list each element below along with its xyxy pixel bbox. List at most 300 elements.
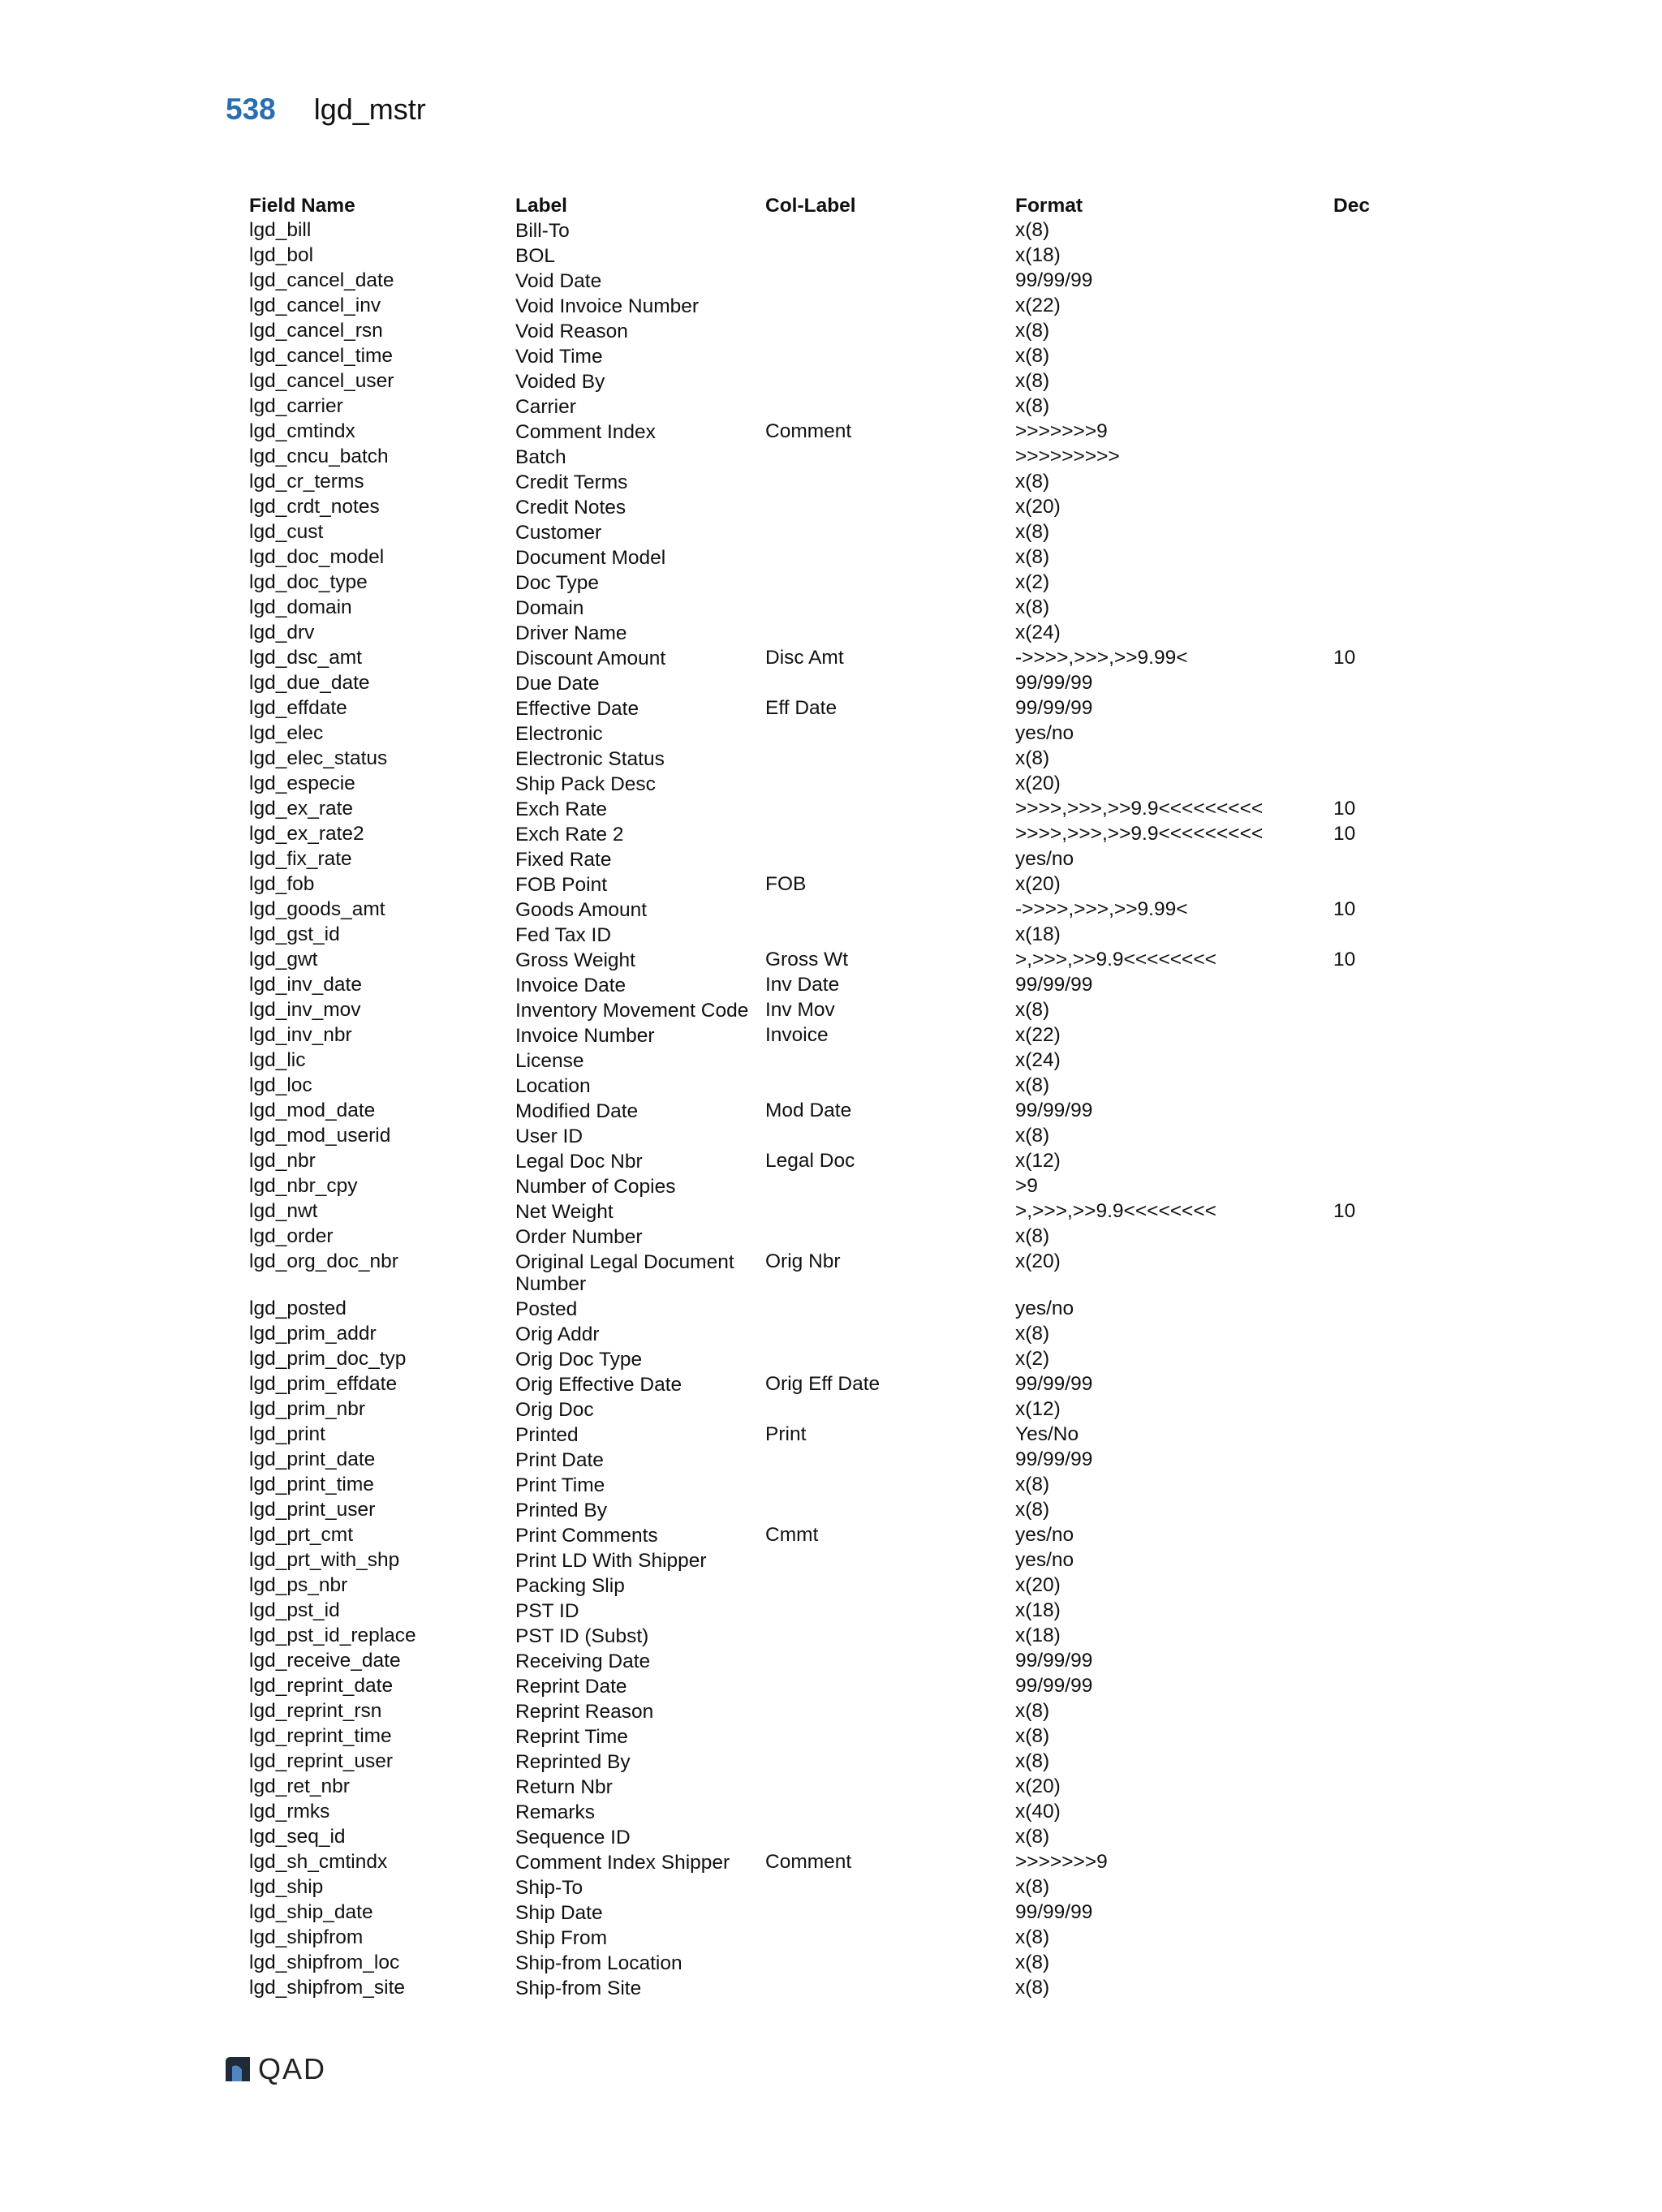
table-row — [249, 470, 1385, 495]
table-row — [249, 218, 1385, 243]
format-cell: x(8) — [1015, 546, 1050, 568]
dec-cell — [1333, 1926, 1385, 1951]
label-cell: Exch Rate — [515, 798, 608, 820]
dec-cell — [1333, 570, 1385, 596]
field-name-cell: lgd_due_date — [249, 672, 370, 694]
label-cell: Bill-To — [515, 220, 570, 242]
field-name-cell: lgd_receive_date — [249, 1650, 401, 1672]
col-label-cell: Orig Eff Date — [765, 1373, 881, 1395]
field-name-cell: lgd_especie — [249, 772, 355, 794]
col-label-cell — [765, 1074, 1015, 1099]
col-label-cell — [765, 269, 1015, 294]
label-cell: Comment Index — [515, 421, 656, 443]
label-cell: Packing Slip — [515, 1575, 625, 1597]
field-name-cell: lgd_mod_userid — [249, 1125, 391, 1147]
format-cell: >>>>>>>9 — [1015, 420, 1108, 442]
label-cell: Credit Terms — [515, 471, 628, 493]
field-name-cell: lgd_reprint_date — [249, 1675, 394, 1697]
dec-cell — [1333, 596, 1385, 621]
format-cell: x(8) — [1015, 1474, 1050, 1495]
format-cell: >>>>,>>>,>>9.9<<<<<<<<< — [1015, 823, 1264, 845]
field-name-cell: lgd_posted — [249, 1298, 347, 1319]
label-cell: Domain — [515, 597, 584, 619]
col-label-cell — [765, 1800, 1015, 1825]
label-cell: Order Number — [515, 1226, 643, 1248]
dec-cell — [1333, 1048, 1385, 1074]
table-row — [249, 495, 1385, 520]
col-label-cell — [765, 294, 1015, 319]
label-cell: Print Time — [515, 1474, 605, 1496]
table-row — [249, 545, 1385, 570]
dec-cell — [1333, 495, 1385, 520]
field-name-cell: lgd_doc_type — [249, 571, 368, 593]
dec-cell — [1333, 394, 1385, 420]
field-name-cell: lgd_cmtindx — [249, 420, 355, 442]
col-label-cell — [765, 495, 1015, 520]
label-cell: Printed — [515, 1424, 579, 1446]
label-cell: Reprint Reason — [515, 1701, 654, 1723]
dec-cell — [1333, 621, 1385, 646]
col-label-cell — [765, 596, 1015, 621]
format-cell: x(40) — [1015, 1801, 1061, 1823]
col-label-cell — [765, 545, 1015, 570]
format-cell: x(22) — [1015, 1024, 1061, 1046]
field-name-cell: lgd_prt_cmt — [249, 1524, 354, 1546]
field-name-cell: lgd_cr_terms — [249, 471, 364, 493]
format-cell: >,>>>,>>9.9<<<<<<<< — [1015, 1200, 1216, 1222]
field-name-cell: lgd_lic — [249, 1049, 306, 1071]
field-table — [249, 193, 1385, 2001]
label-cell: Gross Weight — [515, 949, 635, 971]
label-cell: Credit Notes — [515, 497, 626, 519]
dec-cell — [1333, 1397, 1385, 1422]
dec-cell — [1333, 872, 1385, 897]
field-name-cell: lgd_cancel_time — [249, 345, 394, 367]
label-cell: Ship Date — [515, 1902, 603, 1924]
format-cell: x(8) — [1015, 1977, 1050, 1999]
label-cell: Posted — [515, 1298, 578, 1320]
col-label-cell — [765, 570, 1015, 596]
format-cell: x(8) — [1015, 219, 1050, 241]
table-row — [249, 1224, 1385, 1250]
col-label-cell — [765, 1473, 1015, 1498]
dec-cell — [1333, 269, 1385, 294]
dec-cell — [1333, 721, 1385, 747]
col-label-cell — [765, 1397, 1015, 1422]
col-label-cell — [765, 923, 1015, 948]
dec-cell — [1333, 1599, 1385, 1624]
format-cell: yes/no — [1015, 1549, 1074, 1571]
label-cell: Location — [515, 1075, 591, 1097]
label-cell: Invoice Number — [515, 1025, 655, 1047]
label-cell: Doc Type — [515, 572, 600, 594]
table-row — [249, 973, 1385, 998]
table-row — [249, 1322, 1385, 1347]
field-name-cell: lgd_shipfrom_site — [249, 1977, 406, 1999]
dec-cell — [1333, 420, 1385, 445]
table-row — [249, 1048, 1385, 1074]
table-row — [249, 1523, 1385, 1548]
col-label-cell: Cmmt — [765, 1524, 819, 1546]
table-row — [249, 1900, 1385, 1926]
dec-cell — [1333, 319, 1385, 344]
format-cell: x(18) — [1015, 1599, 1061, 1621]
format-cell: yes/no — [1015, 1298, 1074, 1319]
label-cell: Reprinted By — [515, 1751, 631, 1773]
label-cell: Void Reason — [515, 321, 628, 342]
format-cell: 99/99/99 — [1015, 672, 1093, 694]
field-name-cell: lgd_print_time — [249, 1474, 374, 1495]
col-label-cell: Mod Date — [765, 1100, 852, 1121]
field-name-cell: lgd_inv_nbr — [249, 1024, 352, 1046]
format-cell: yes/no — [1015, 1524, 1074, 1546]
dec-cell — [1333, 445, 1385, 470]
table-row — [249, 394, 1385, 420]
table-row — [249, 872, 1385, 897]
field-name-cell: lgd_mod_date — [249, 1100, 376, 1121]
col-label-cell: Inv Date — [765, 974, 840, 996]
table-row — [249, 923, 1385, 948]
format-cell: 99/99/99 — [1015, 1675, 1093, 1697]
col-label-cell — [765, 721, 1015, 747]
table-row — [249, 747, 1385, 772]
format-cell: 99/99/99 — [1015, 1100, 1093, 1121]
col-label-cell — [765, 1322, 1015, 1347]
label-cell: Net Weight — [515, 1201, 614, 1223]
format-cell: x(8) — [1015, 596, 1050, 618]
label-cell: Modified Date — [515, 1100, 639, 1122]
col-label-cell: Inv Mov — [765, 999, 835, 1021]
label-cell: BOL — [515, 245, 556, 267]
label-cell: Comment Index Shipper — [515, 1852, 730, 1874]
field-name-cell: lgd_carrier — [249, 395, 343, 417]
table-row — [249, 1699, 1385, 1724]
col-label-cell — [765, 470, 1015, 495]
dec-cell — [1333, 747, 1385, 772]
table-row — [249, 1199, 1385, 1224]
field-name-cell: lgd_org_doc_nbr — [249, 1250, 398, 1272]
dec-cell — [1333, 1422, 1385, 1448]
field-name-cell: lgd_bol — [249, 244, 314, 266]
col-label-cell: Comment — [765, 420, 852, 442]
table-row — [249, 1347, 1385, 1372]
table-row — [249, 243, 1385, 269]
dec-cell — [1333, 218, 1385, 243]
dec-cell — [1333, 1724, 1385, 1749]
col-label-cell — [765, 1649, 1015, 1674]
format-cell: >>>>>>>>> — [1015, 445, 1120, 467]
col-label-cell — [765, 822, 1015, 847]
col-label-cell — [765, 344, 1015, 369]
col-label-cell: Invoice — [765, 1024, 829, 1046]
col-label-cell — [765, 1749, 1015, 1775]
dec-cell — [1333, 1498, 1385, 1523]
table-row — [249, 1149, 1385, 1174]
field-name-cell: lgd_elec_status — [249, 747, 388, 769]
col-label-cell — [765, 243, 1015, 269]
table-row — [249, 772, 1385, 797]
field-name-cell: lgd_cancel_inv — [249, 295, 381, 316]
format-cell: ->>>>,>>>,>>9.99< — [1015, 647, 1188, 669]
label-cell: Effective Date — [515, 698, 639, 720]
dec-cell — [1333, 1250, 1385, 1297]
table-row — [249, 1724, 1385, 1749]
dec-cell: 10 — [1333, 898, 1356, 920]
dec-cell — [1333, 1448, 1385, 1473]
field-name-cell: lgd_shipfrom_loc — [249, 1952, 400, 1973]
table-row — [249, 1297, 1385, 1322]
format-cell: x(18) — [1015, 923, 1061, 945]
format-cell: 99/99/99 — [1015, 269, 1093, 291]
label-cell: Batch — [515, 446, 566, 468]
col-label-cell: Eff Date — [765, 697, 837, 719]
column-header-col-label: Col-Label — [765, 195, 856, 217]
format-cell: x(20) — [1015, 873, 1061, 895]
col-label-cell — [765, 394, 1015, 420]
field-name-cell: lgd_loc — [249, 1074, 312, 1096]
format-cell: >,>>>,>>9.9<<<<<<<< — [1015, 949, 1216, 970]
table-row — [249, 269, 1385, 294]
field-name-cell: lgd_fix_rate — [249, 848, 352, 870]
format-cell: x(8) — [1015, 370, 1050, 392]
field-name-cell: lgd_rmks — [249, 1801, 330, 1823]
format-cell: >>>>>>>9 — [1015, 1851, 1108, 1873]
table-row — [249, 1775, 1385, 1800]
col-label-cell: Legal Doc — [765, 1150, 855, 1172]
label-cell: Discount Amount — [515, 648, 666, 669]
dec-cell — [1333, 1900, 1385, 1926]
field-name-cell: lgd_pst_id_replace — [249, 1625, 416, 1646]
dec-cell — [1333, 973, 1385, 998]
dec-cell — [1333, 1224, 1385, 1250]
format-cell: x(18) — [1015, 1625, 1061, 1646]
field-name-cell: lgd_fob — [249, 873, 315, 895]
field-name-cell: lgd_effdate — [249, 697, 347, 719]
format-cell: 99/99/99 — [1015, 1901, 1093, 1923]
field-name-cell: lgd_nbr — [249, 1150, 316, 1172]
format-cell: x(20) — [1015, 1250, 1061, 1272]
field-name-cell: lgd_prim_doc_typ — [249, 1348, 407, 1370]
label-cell: Exch Rate 2 — [515, 824, 624, 846]
label-cell: Legal Doc Nbr — [515, 1151, 643, 1173]
field-name-cell: lgd_reprint_rsn — [249, 1700, 382, 1722]
label-cell: Orig Doc Type — [515, 1349, 643, 1371]
table-row — [249, 1397, 1385, 1422]
format-cell: x(12) — [1015, 1150, 1061, 1172]
field-name-cell: lgd_print — [249, 1423, 325, 1445]
table-row — [249, 1951, 1385, 1976]
format-cell: x(18) — [1015, 244, 1061, 266]
label-cell: Electronic Status — [515, 748, 665, 770]
label-cell: PST ID — [515, 1600, 579, 1622]
table-row — [249, 797, 1385, 822]
col-label-cell — [765, 1976, 1015, 2001]
label-cell: Ship-from Location — [515, 1952, 682, 1974]
field-name-cell: lgd_bill — [249, 219, 312, 241]
label-cell: Ship-from Site — [515, 1977, 642, 1999]
dec-cell — [1333, 243, 1385, 269]
col-label-cell: Orig Nbr — [765, 1250, 841, 1272]
col-label-cell — [765, 1775, 1015, 1800]
format-cell: x(8) — [1015, 1952, 1050, 1973]
format-cell: x(20) — [1015, 772, 1061, 794]
dec-cell — [1333, 847, 1385, 872]
table-row — [249, 1174, 1385, 1199]
col-label-cell — [765, 772, 1015, 797]
label-cell: Voided By — [515, 371, 605, 393]
label-cell: Sequence ID — [515, 1827, 631, 1848]
field-name-cell: lgd_cancel_rsn — [249, 320, 383, 342]
col-label-cell — [765, 520, 1015, 545]
label-cell: Invoice Date — [515, 975, 626, 996]
format-cell: x(8) — [1015, 1926, 1050, 1948]
dec-cell — [1333, 344, 1385, 369]
col-label-cell — [765, 1124, 1015, 1149]
dec-cell — [1333, 1149, 1385, 1174]
table-row — [249, 570, 1385, 596]
col-label-cell — [765, 1624, 1015, 1649]
field-name-cell: lgd_crdt_notes — [249, 496, 380, 518]
col-label-cell — [765, 1174, 1015, 1199]
dec-cell — [1333, 1875, 1385, 1900]
col-label-cell: Comment — [765, 1851, 852, 1873]
col-label-cell — [765, 1347, 1015, 1372]
field-name-cell: lgd_nwt — [249, 1200, 318, 1222]
dec-cell — [1333, 671, 1385, 696]
label-cell: Ship From — [515, 1927, 608, 1949]
dec-cell — [1333, 1174, 1385, 1199]
format-cell: 99/99/99 — [1015, 1373, 1093, 1395]
format-cell: ->>>>,>>>,>>9.99< — [1015, 898, 1188, 920]
table-row — [249, 1926, 1385, 1951]
table-row — [249, 721, 1385, 747]
table-row — [249, 1074, 1385, 1099]
dec-cell — [1333, 470, 1385, 495]
table-row — [249, 344, 1385, 369]
dec-cell — [1333, 1976, 1385, 2001]
field-name-cell: lgd_inv_date — [249, 974, 362, 996]
dec-cell — [1333, 1523, 1385, 1548]
col-label-cell: Gross Wt — [765, 949, 849, 970]
label-cell: Carrier — [515, 396, 576, 418]
table-row — [249, 1422, 1385, 1448]
field-name-cell: lgd_goods_amt — [249, 898, 385, 920]
format-cell: 99/99/99 — [1015, 974, 1093, 996]
page-header — [226, 88, 426, 131]
label-cell: Electronic — [515, 723, 603, 745]
dec-cell — [1333, 923, 1385, 948]
field-name-cell: lgd_prim_nbr — [249, 1398, 365, 1420]
col-label-cell — [765, 1951, 1015, 1976]
table-row — [249, 1599, 1385, 1624]
col-label-cell — [765, 319, 1015, 344]
dec-cell — [1333, 294, 1385, 319]
col-label-cell — [765, 1548, 1015, 1573]
format-cell: x(20) — [1015, 1574, 1061, 1596]
header-row — [249, 193, 1385, 218]
format-cell: >>>>,>>>,>>9.9<<<<<<<<< — [1015, 798, 1264, 820]
label-cell: Reprint Date — [515, 1676, 627, 1698]
table-row — [249, 369, 1385, 394]
label-cell: Print LD With Shipper — [515, 1550, 707, 1572]
table-row — [249, 1372, 1385, 1397]
format-cell: x(20) — [1015, 1775, 1061, 1797]
label-cell: Fed Tax ID — [515, 924, 612, 946]
format-cell: x(8) — [1015, 1750, 1050, 1772]
dec-cell: 10 — [1333, 1200, 1356, 1222]
format-cell: x(8) — [1015, 1876, 1050, 1898]
label-cell: Print Comments — [515, 1525, 658, 1547]
format-cell: x(8) — [1015, 1499, 1050, 1521]
label-cell: Original Legal Document Number — [515, 1251, 734, 1295]
field-name-cell: lgd_drv — [249, 622, 315, 643]
label-cell: FOB Point — [515, 874, 608, 896]
format-cell: 99/99/99 — [1015, 697, 1093, 719]
format-cell: x(2) — [1015, 571, 1050, 593]
format-cell: x(8) — [1015, 1725, 1050, 1747]
dec-cell — [1333, 1825, 1385, 1850]
col-label-cell — [765, 1297, 1015, 1322]
label-cell: Printed By — [515, 1500, 608, 1521]
table-row — [249, 1250, 1385, 1297]
table-row — [249, 1976, 1385, 2001]
col-label-cell — [765, 218, 1015, 243]
dec-cell — [1333, 1322, 1385, 1347]
field-name-cell: lgd_ship_date — [249, 1901, 373, 1923]
table-row — [249, 696, 1385, 721]
field-name-cell: lgd_cancel_date — [249, 269, 394, 291]
label-cell: Reprint Time — [515, 1726, 628, 1748]
col-label-cell — [765, 1825, 1015, 1850]
col-label-cell — [765, 445, 1015, 470]
table-row — [249, 948, 1385, 973]
table-row — [249, 1649, 1385, 1674]
col-label-cell — [765, 1724, 1015, 1749]
col-label-cell — [765, 1699, 1015, 1724]
col-label-cell — [765, 1573, 1015, 1599]
dec-cell: 10 — [1333, 647, 1356, 669]
format-cell: x(8) — [1015, 471, 1050, 493]
label-cell: Return Nbr — [515, 1776, 613, 1798]
col-label-cell: Disc Amt — [765, 647, 844, 669]
field-name-cell: lgd_order — [249, 1225, 334, 1247]
dec-cell — [1333, 1674, 1385, 1699]
format-cell: x(12) — [1015, 1398, 1061, 1420]
field-name-cell: lgd_elec — [249, 722, 324, 744]
table-row — [249, 1498, 1385, 1523]
label-cell: User ID — [515, 1125, 583, 1147]
col-label-cell — [765, 369, 1015, 394]
format-cell: x(2) — [1015, 1348, 1050, 1370]
logo-text: QAD — [258, 2052, 327, 2085]
table-row — [249, 897, 1385, 923]
table-row — [249, 998, 1385, 1023]
dec-cell — [1333, 1573, 1385, 1599]
table-row — [249, 1099, 1385, 1124]
field-name-cell: lgd_inv_mov — [249, 999, 361, 1021]
format-cell: 99/99/99 — [1015, 1650, 1093, 1672]
field-name-cell: lgd_doc_model — [249, 546, 385, 568]
label-cell: Ship Pack Desc — [515, 773, 656, 795]
dec-cell — [1333, 696, 1385, 721]
dec-cell — [1333, 1800, 1385, 1825]
label-cell: Remarks — [515, 1801, 596, 1823]
col-label-cell — [765, 1448, 1015, 1473]
dec-cell — [1333, 369, 1385, 394]
format-cell: x(8) — [1015, 747, 1050, 769]
table-row — [249, 1548, 1385, 1573]
col-label-cell — [765, 671, 1015, 696]
